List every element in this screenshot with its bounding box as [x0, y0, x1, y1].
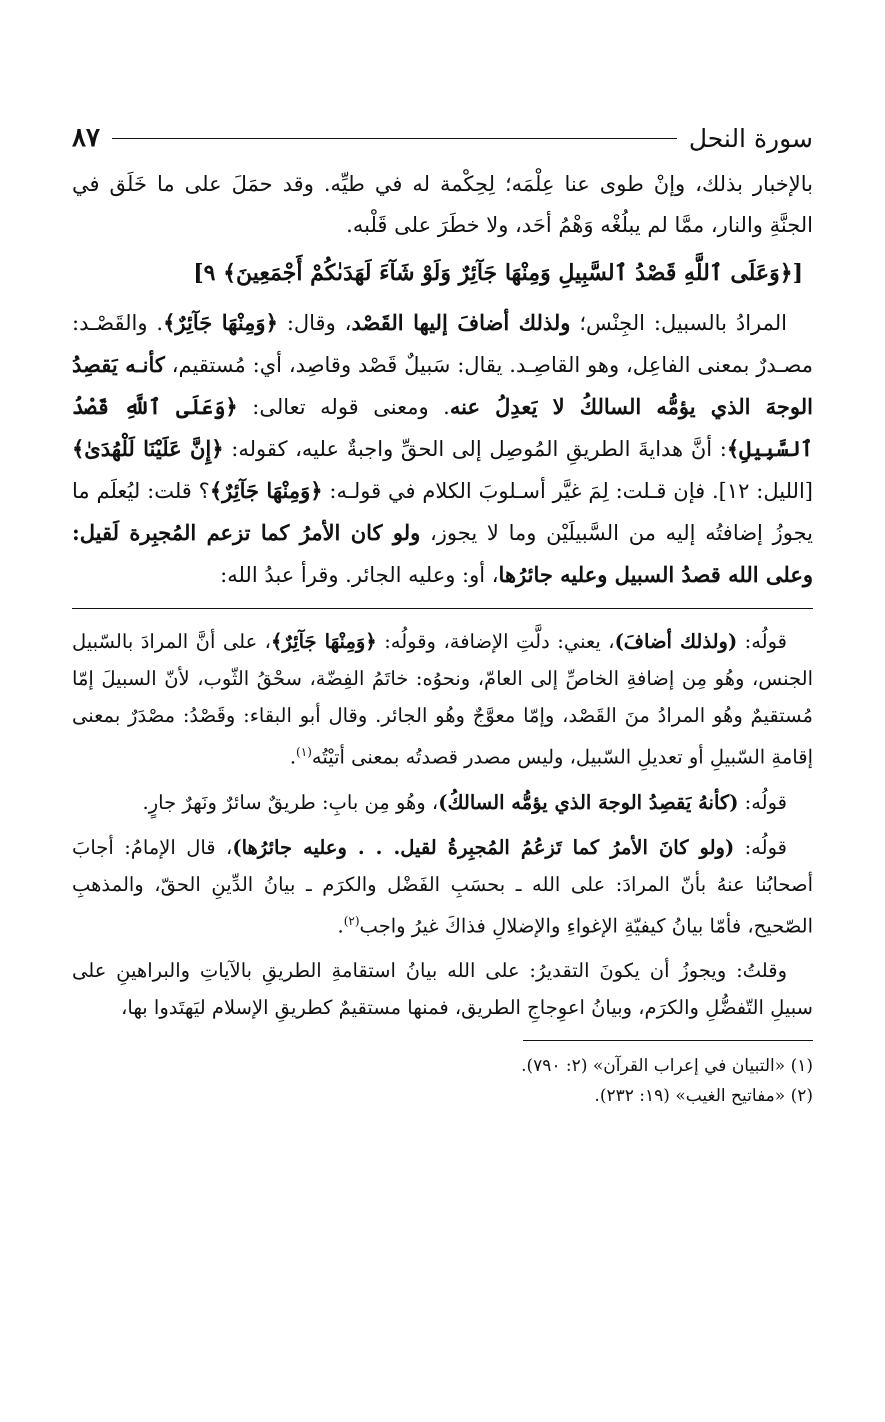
text-span: قولُه:	[737, 630, 787, 653]
footnote-2: (٢) «مفاتيح الغيب» (١٩: ٢٣٢).	[594, 1086, 813, 1106]
text-span: .	[289, 745, 297, 769]
commentary-paragraph-2	[72, 784, 813, 821]
quran-quote: ﴿وَمِنْهَا جَآئِرٌ﴾	[270, 630, 377, 653]
page-header	[72, 118, 813, 158]
commentary-paragraph-4: وقلتُ: ويجوزُ أن يكونَ التقديرُ: على الله بيانُ استقامةِ الطريقِ بالآياتِ والبراهينِ على سبيلِ التّفضُّلِ والكرَم، وبيانُ اعوِجاجِ الطريق، فمنها مستقيمٌ كطريقِ الإسلام ليَهتَدوا بها،	[72, 959, 813, 1019]
footnotes	[72, 1051, 813, 1111]
page-number: ٨٧	[72, 123, 100, 153]
quran-quote: ﴿وَعَلَى ٱللَّهِ قَصْدُ ٱلسَّبِيلِ﴾	[72, 394, 813, 461]
main-text	[72, 164, 813, 596]
quran-quote: ﴿وَمِنْهَا جَآئِرٌ﴾	[209, 478, 323, 503]
footnote-rule	[523, 1040, 813, 1041]
section-divider	[72, 608, 813, 609]
text-span: ؟ قلت: ليُعلَم ما يجوزُ إضافتُه إليه من السَّبيلَيْن وما لا يجوز،	[72, 479, 813, 545]
main-paragraph-1: بالإخبار بذلك، وإنْ طوى عنا عِلْمَه؛ لِحِكْمة له في طيِّه. وقد حمَلَ على ما خَلَق في الجنَّةِ والنار، ممَّا لم يبلُغْه وَهْمُ أحَد، ولا خطَرَ على قَلْبه.	[72, 172, 813, 237]
footnote-1: (١) «التبيان في إعراب القرآن» (٢: ٧٩٠).	[521, 1056, 813, 1076]
text-span: ، قال الإمامُ: أجابَ أصحابُنا عنهُ بأنّ المرادَ: على الله ـ بحسَبِ الفَضْل والكرَم ـ بيانُ الدِّينِ الحقّ، والمذهبِ الصّحيح، فأمّا بيانُ كيفيّةِ الإغواءِ والإضلالِ فذاكَ غيرُ واجب	[72, 835, 813, 937]
bold-span: كأنـه يَقصِدُ الوجهَ الذي يؤمُّه السالكُ لا يَعدِلُ عنه	[72, 352, 813, 419]
text-span: ، أو: وعليه الجائر. وقرأ عبدُ الله:	[220, 563, 499, 587]
commentary	[72, 623, 813, 1026]
text-span: .	[337, 914, 344, 937]
text-span: ، يعني: دلَّتِ الإضافة، وقولُه:	[376, 630, 615, 653]
text-span: ، وهُو مِن بابِ: طريقٌ سائرٌ ونَهرٌ جارٍ.	[142, 790, 439, 814]
main-paragraph-2	[72, 302, 813, 596]
text-span: قولُه:	[738, 790, 787, 814]
page	[72, 118, 813, 1422]
text-span: . ومعنى قوله تعالى:	[237, 395, 450, 419]
bold-span: ولو كان الأمرُ كما تزعم المُجبِرة لَقيل: وعلى الله قصدُ السبيل وعليه جائرُها	[72, 520, 813, 587]
text-span: . والقَصْـد: مصـدرٌ بمعنى الفاعِل، وهو القاصِـد. يقال: سَبيلٌ قَصْد وقاصِد، أي: مُستقيم،	[72, 311, 813, 377]
text-span: [الليل: ١٢]. فإن قـلت: لِمَ غيَّر أسـلوبَ الكلام في قولـه:	[322, 479, 813, 503]
footnote-ref[interactable]: (١)	[296, 745, 312, 759]
bold-span: (ولو كانَ الأمرُ كما تَزعُمُ المُجبِرةُ لقيل. . . وعليه جائرُها)	[232, 835, 735, 859]
header-rule	[112, 138, 677, 139]
commentary-paragraph-3	[72, 829, 813, 945]
bold-span: (كأنهُ يَقصِدُ الوجهَ الذي يؤمُّه السالكُ)	[438, 790, 739, 814]
quran-quote: ﴿إِنَّ عَلَيْنَا لَلْهُدَىٰ﴾	[72, 436, 224, 461]
text-span: قولُه:	[734, 835, 787, 859]
text-span: ، وقال:	[277, 311, 352, 335]
surah-title: سورة النحل	[688, 123, 813, 153]
text-span: ، على أنَّ المرادَ بالسّبيل الجنس، وهُو مِن إضافةِ الخاصِّ إلى العامّ، ونحوُه: خاتَمُ الفِضّة، سحْقُ الثّوب، لأنّ السبيلَ إمّا مُستقيمٌ وهُو المرادُ منَ القَصْد، وإمّا معوَّجٌ وهُو الجائر. وقال أبو البقاء: وقَصْدُ: مصْدَرٌ بمعنى إقامةِ السّبيلِ أو تعديلِ السّبيل، وليس مصدر قصدتُه بمعنى أتيْتُه	[72, 630, 813, 769]
commentary-paragraph-1	[72, 623, 813, 776]
bold-span: (ولذلك أضافَ)	[614, 630, 738, 653]
quran-verse: [﴿وَعَلَى ٱللَّهِ قَصْدُ ٱلسَّبِيلِ وَمِنْهَا جَآئِرٌ وَلَوْ شَآءَ لَهَدَىٰكُمْ أَجْمَعِينَ﴾ ٩]	[193, 260, 803, 286]
bold-span: ولذلك أضافَ إليها القَصْد	[351, 310, 571, 335]
text-span: : أنَّ هدايةَ الطريقِ المُوصِل إلى الحقِّ واجبةٌ عليه، كقوله:	[223, 437, 727, 461]
quran-quote: ﴿وَمِنْهَا جَآئِرٌ﴾	[163, 310, 278, 335]
footnote-ref[interactable]: (٢)	[343, 913, 360, 928]
text-span: المرادُ بالسبيل: الجِنْس؛	[570, 311, 788, 335]
